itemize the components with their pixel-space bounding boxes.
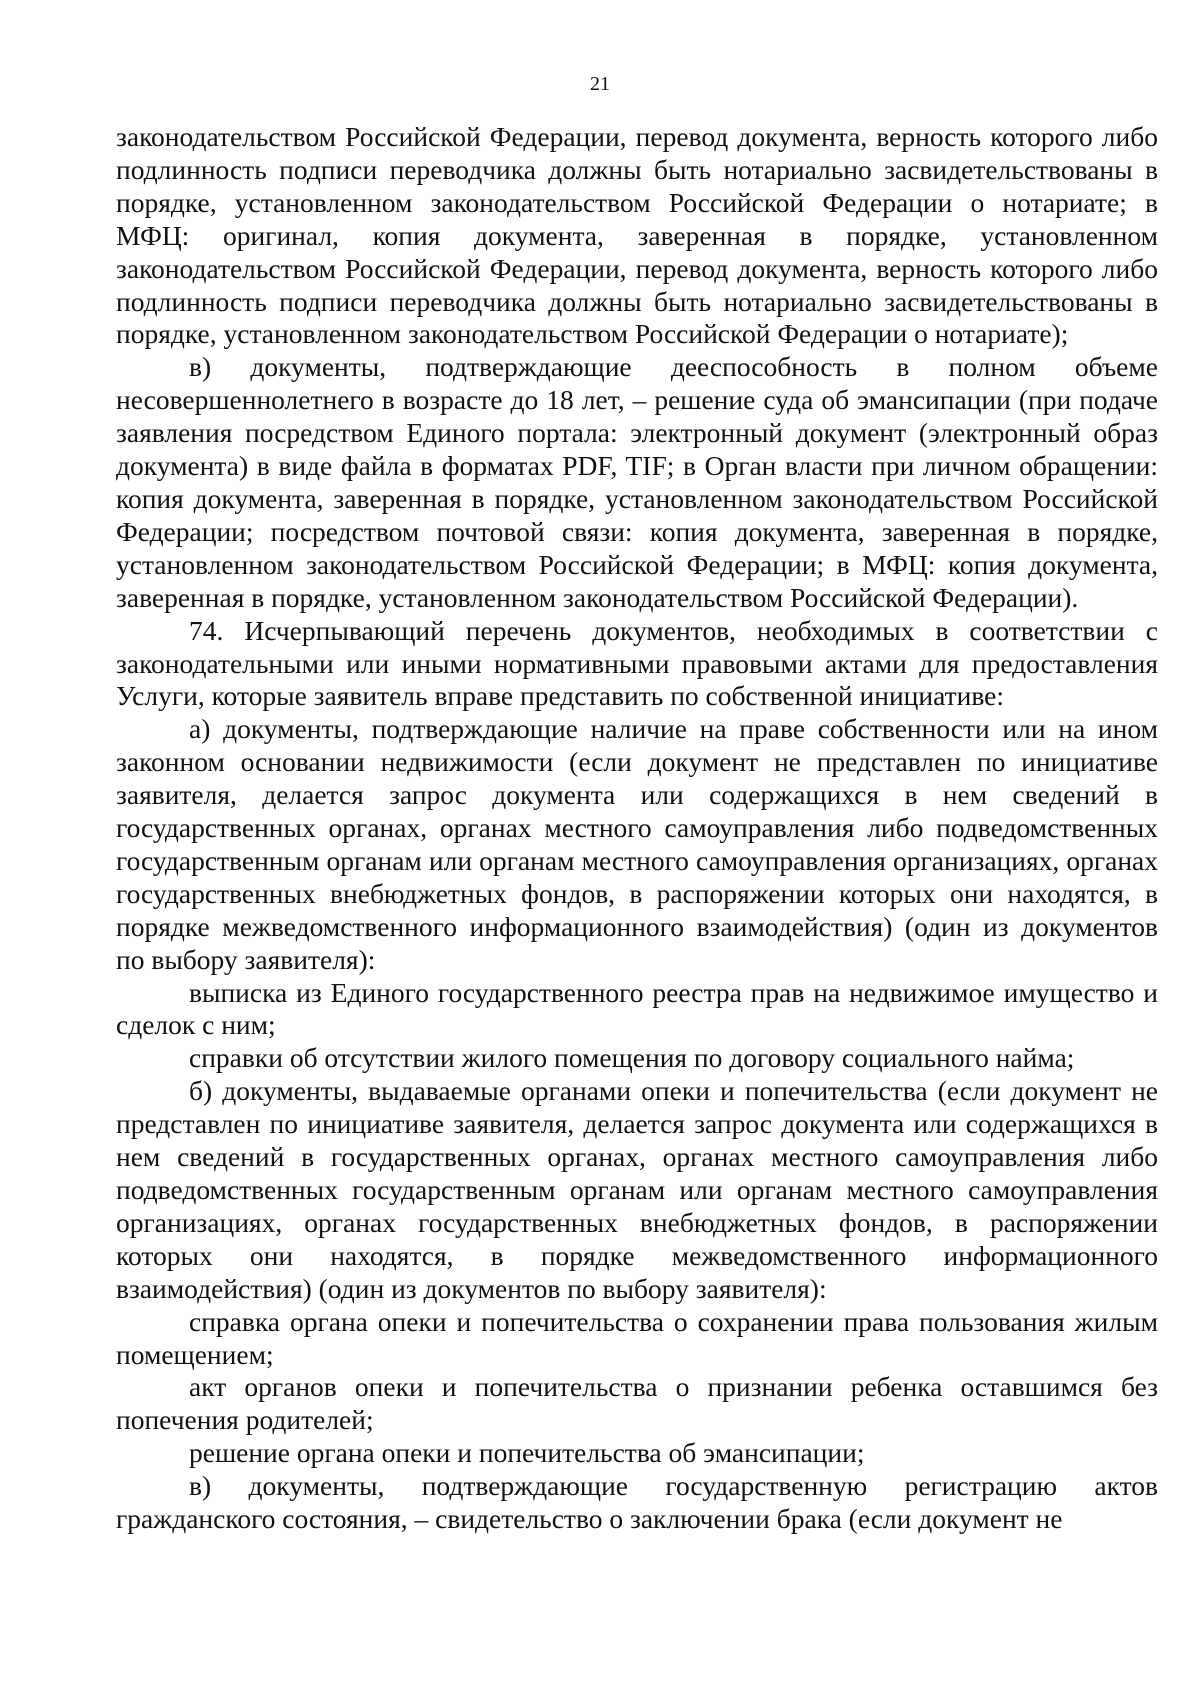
- paragraph-item-b: б) документы, выдаваемые органами опеки и попечительства (если документ не представлен по инициативе заявителя, делается запрос документа или содержащихся в нем сведений в государственных органах, органах местного самоуправления либо подведомственных государственным органам или органам местного самоуправления организациях, органах государственных внебюджетных фондов, в распоряжении которых они находятся, в порядке межведомственного информационного взаимодействия) (один из документов по выбору заявителя):: [116, 1075, 1158, 1304]
- page-number: 21: [590, 73, 610, 95]
- paragraph-guardianship-act: акт органов опеки и попечительства о признании ребенка оставшимся без попечения родителей;: [116, 1371, 1158, 1436]
- paragraph-emancipation-decision: решение органа опеки и попечительства об эмансипации;: [189, 1437, 865, 1469]
- paragraph-registry-extract: выписка из Единого государственного реестра прав на недвижимое имущество и сделок с ним;: [116, 976, 1158, 1041]
- paragraph-housing-certificate: справки об отсутствии жилого помещения по договору социального найма;: [189, 1042, 1075, 1074]
- paragraph-continuation: законодательством Российской Федерации, перевод документа, верность которого либо подлинность подписи переводчика должны быть нотариально засвидетельствованы в порядке, установленном законодательством Российской Федерации о нотариате; в МФЦ: оригинал, копия документа, заверенная в порядке, установленном законодательством Российской Федерации, перевод документа, верность которого либо подлинность подписи переводчика должны быть нотариально засвидетельствованы в порядке, установленном законодательством Российской Федерации о нотариате);: [116, 121, 1158, 350]
- paragraph-74: 74. Исчерпывающий перечень документов, необходимых в соответствии с законодательными или иными нормативными правовыми актами для предоставления Услуги, которые заявитель вправе представить по собственной инициативе:: [116, 614, 1158, 712]
- paragraph-item-v-civil-status: в) документы, подтверждающие государственную регистрацию актов гражданского состояния, – свидетельство о заключении брака (если документ не: [116, 1470, 1158, 1535]
- paragraph-guardianship-certificate: справка органа опеки и попечительства о сохранении права пользования жилым помещением;: [116, 1305, 1158, 1370]
- paragraph-item-a: а) документы, подтверждающие наличие на праве собственности или на ином законном основании недвижимости (если документ не представлен по инициативе заявителя, делается запрос документа или содержащихся в нем сведений в государственных органах, органах местного самоуправления либо подведомственных государственным органам или органам местного самоуправления организациях, органах государственных внебюджетных фондов, в распоряжении которых они находятся, в порядке межведомственного информационного взаимодействия) (один из документов по выбору заявителя):: [116, 713, 1158, 975]
- document-body: [116, 121, 1158, 1536]
- paragraph-item-v-capacity: в) документы, подтверждающие дееспособность в полном объеме несовершеннолетнего в возрасте до 18 лет, – решение суда об эмансипации (при подаче заявления посредством Единого портала: электронный документ (электронный образ документа) в виде файла в форматах PDF, TIF; в Орган власти при личном обращении: копия документа, заверенная в порядке, установленном законодательством Российской Федерации; посредством почтовой связи: копия документа, заверенная в порядке, установленном законодательством Российской Федерации; в МФЦ: копия документа, заверенная в порядке, установленном законодательством Российской Федерации).: [116, 351, 1158, 613]
